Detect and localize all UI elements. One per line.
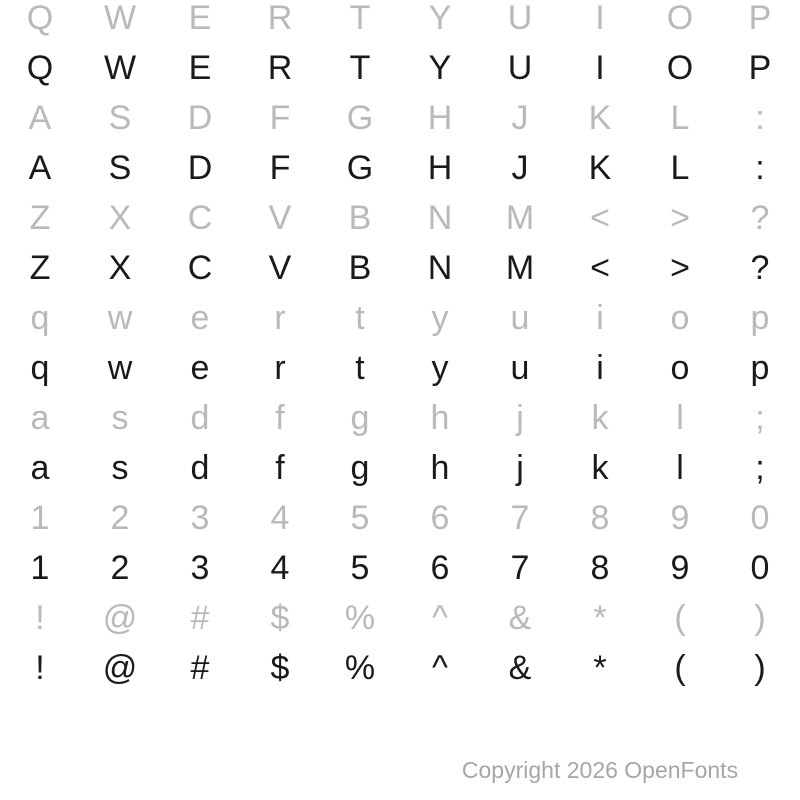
glyph-cell: )	[754, 649, 766, 687]
glyph-cell: W	[103, 49, 137, 87]
glyph-cell: 3	[190, 499, 210, 537]
specimen-row-reference	[0, 293, 800, 343]
glyph-cell: Z	[29, 249, 51, 287]
glyph-cell: 6	[430, 549, 450, 587]
glyph-cell: ?	[750, 199, 770, 237]
glyph-cell: l	[676, 449, 684, 487]
glyph-cell: t	[355, 349, 365, 387]
glyph-cell: X	[108, 249, 132, 287]
glyph-cell: t	[355, 299, 365, 337]
glyph-cell: J	[511, 149, 529, 187]
glyph-cell: B	[348, 199, 372, 237]
glyph-cell: a	[30, 449, 50, 487]
specimen-row-sample	[0, 543, 800, 593]
glyph-cell: <	[590, 249, 610, 287]
glyph-cell: f	[275, 449, 285, 487]
specimen-row-sample	[0, 143, 800, 193]
glyph-cell: y	[431, 349, 449, 387]
glyph-cell: P	[748, 49, 772, 87]
glyph-cell: q	[30, 299, 50, 337]
glyph-cell: >	[670, 249, 690, 287]
glyph-cell: O	[666, 49, 694, 87]
glyph-cell: M	[505, 249, 535, 287]
glyph-cell: I	[595, 49, 605, 87]
glyph-cell: r	[274, 299, 286, 337]
glyph-cell: 4	[270, 549, 290, 587]
glyph-cell: o	[670, 299, 690, 337]
glyph-cell: *	[593, 649, 607, 687]
glyph-cell: p	[750, 349, 770, 387]
glyph-cell: :	[755, 99, 765, 137]
specimen-row-reference	[0, 593, 800, 643]
glyph-cell: H	[427, 149, 453, 187]
glyph-cell: 1	[30, 499, 50, 537]
glyph-cell: L	[670, 99, 690, 137]
glyph-cell: 0	[750, 549, 770, 587]
glyph-cell: 7	[510, 499, 530, 537]
glyph-cell: 8	[590, 549, 610, 587]
glyph-cell: 7	[510, 549, 530, 587]
glyph-cell: 2	[110, 549, 130, 587]
copyright-text: Copyright 2026 OpenFonts	[461, 757, 739, 783]
glyph-cell: K	[588, 149, 612, 187]
glyph-cell: 4	[270, 499, 290, 537]
glyph-cell: s	[111, 449, 129, 487]
glyph-cell: U	[507, 0, 533, 37]
glyph-cell: A	[28, 99, 52, 137]
glyph-cell: U	[507, 49, 533, 87]
glyph-cell: N	[427, 199, 453, 237]
specimen-row-reference	[0, 193, 800, 243]
specimen-row-reference	[0, 93, 800, 143]
specimen-row-reference	[0, 0, 800, 43]
glyph-cell: R	[267, 0, 293, 37]
glyph-cell: D	[187, 149, 213, 187]
glyph-cell: <	[590, 199, 610, 237]
glyph-cell: E	[188, 49, 212, 87]
specimen-row-sample	[0, 443, 800, 493]
glyph-cell: (	[674, 599, 686, 637]
glyph-cell: D	[187, 99, 213, 137]
glyph-cell: 3	[190, 549, 210, 587]
glyph-cell: ^	[432, 599, 448, 637]
glyph-cell: S	[108, 149, 132, 187]
specimen-row-sample	[0, 43, 800, 93]
glyph-cell: w	[107, 299, 133, 337]
glyph-cell: &	[508, 599, 532, 637]
glyph-cell: k	[591, 449, 609, 487]
glyph-cell: K	[588, 99, 612, 137]
glyph-cell: B	[348, 249, 372, 287]
glyph-cell: !	[35, 649, 45, 687]
glyph-cell: e	[190, 299, 210, 337]
glyph-cell: y	[431, 299, 449, 337]
glyph-cell: 5	[350, 549, 370, 587]
glyph-cell: %	[344, 649, 376, 687]
glyph-cell: %	[344, 599, 376, 637]
glyph-cell: i	[596, 349, 604, 387]
glyph-cell: F	[269, 99, 291, 137]
specimen-row-reference	[0, 393, 800, 443]
glyph-cell: d	[190, 449, 210, 487]
glyph-cell: I	[595, 0, 605, 37]
glyph-cell: 6	[430, 499, 450, 537]
glyph-cell: g	[350, 399, 370, 437]
glyph-cell: F	[269, 149, 291, 187]
glyph-cell: Q	[26, 0, 54, 37]
glyph-cell: q	[30, 349, 50, 387]
glyph-cell: g	[350, 449, 370, 487]
glyph-cell: &	[508, 649, 532, 687]
glyph-cell: Q	[26, 49, 54, 87]
glyph-cell: R	[267, 49, 293, 87]
glyph-cell: ^	[432, 649, 448, 687]
glyph-cell: u	[510, 349, 530, 387]
glyph-cell: #	[190, 599, 210, 637]
glyph-cell: a	[30, 399, 50, 437]
glyph-cell: N	[427, 249, 453, 287]
glyph-cell: J	[511, 99, 529, 137]
glyph-cell: C	[187, 249, 213, 287]
glyph-cell: $	[270, 599, 290, 637]
glyph-cell: *	[593, 599, 607, 637]
glyph-cell: f	[275, 399, 285, 437]
glyph-cell: A	[28, 149, 52, 187]
glyph-cell: ;	[755, 399, 765, 437]
glyph-cell: j	[516, 449, 524, 487]
glyph-cell: o	[670, 349, 690, 387]
specimen-row-sample	[0, 643, 800, 693]
glyph-cell: :	[755, 149, 765, 187]
glyph-cell: 0	[750, 499, 770, 537]
glyph-cell: H	[427, 99, 453, 137]
glyph-cell: s	[111, 399, 129, 437]
specimen-row-sample	[0, 343, 800, 393]
glyph-cell: u	[510, 299, 530, 337]
glyph-cell: E	[188, 0, 212, 37]
glyph-cell: )	[754, 599, 766, 637]
glyph-cell: ?	[750, 249, 770, 287]
glyph-cell: G	[346, 149, 374, 187]
glyph-cell: @	[102, 649, 138, 687]
glyph-cell: i	[596, 299, 604, 337]
glyph-cell: V	[268, 199, 292, 237]
glyph-cell: 2	[110, 499, 130, 537]
glyph-cell: j	[516, 399, 524, 437]
glyph-cell: r	[274, 349, 286, 387]
glyph-cell: Y	[428, 0, 452, 37]
glyph-cell: ;	[755, 449, 765, 487]
glyph-cell: $	[270, 649, 290, 687]
glyph-cell: W	[103, 0, 137, 37]
glyph-cell: S	[108, 99, 132, 137]
glyph-cell: 8	[590, 499, 610, 537]
glyph-cell: P	[748, 0, 772, 37]
glyph-cell: C	[187, 199, 213, 237]
glyph-cell: l	[676, 399, 684, 437]
glyph-cell: Z	[29, 199, 51, 237]
glyph-cell: 5	[350, 499, 370, 537]
glyph-cell: 9	[670, 499, 690, 537]
glyph-cell: V	[268, 249, 292, 287]
glyph-cell: L	[670, 149, 690, 187]
glyph-cell: w	[107, 349, 133, 387]
glyph-cell: (	[674, 649, 686, 687]
glyph-cell: M	[505, 199, 535, 237]
glyph-cell: Y	[428, 49, 452, 87]
specimen-row-sample	[0, 243, 800, 293]
glyph-cell: 1	[30, 549, 50, 587]
glyph-cell: G	[346, 99, 374, 137]
glyph-cell: #	[190, 649, 210, 687]
glyph-cell: T	[349, 49, 371, 87]
glyph-cell: p	[750, 299, 770, 337]
specimen-row-reference	[0, 493, 800, 543]
glyph-cell: X	[108, 199, 132, 237]
glyph-cell: @	[102, 599, 138, 637]
glyph-cell: 9	[670, 549, 690, 587]
glyph-cell: !	[35, 599, 45, 637]
glyph-cell: e	[190, 349, 210, 387]
glyph-cell: h	[430, 399, 450, 437]
glyph-cell: >	[670, 199, 690, 237]
glyph-cell: d	[190, 399, 210, 437]
glyph-cell: h	[430, 449, 450, 487]
glyph-cell: T	[349, 0, 371, 37]
glyph-cell: O	[666, 0, 694, 37]
glyph-cell: k	[591, 399, 609, 437]
